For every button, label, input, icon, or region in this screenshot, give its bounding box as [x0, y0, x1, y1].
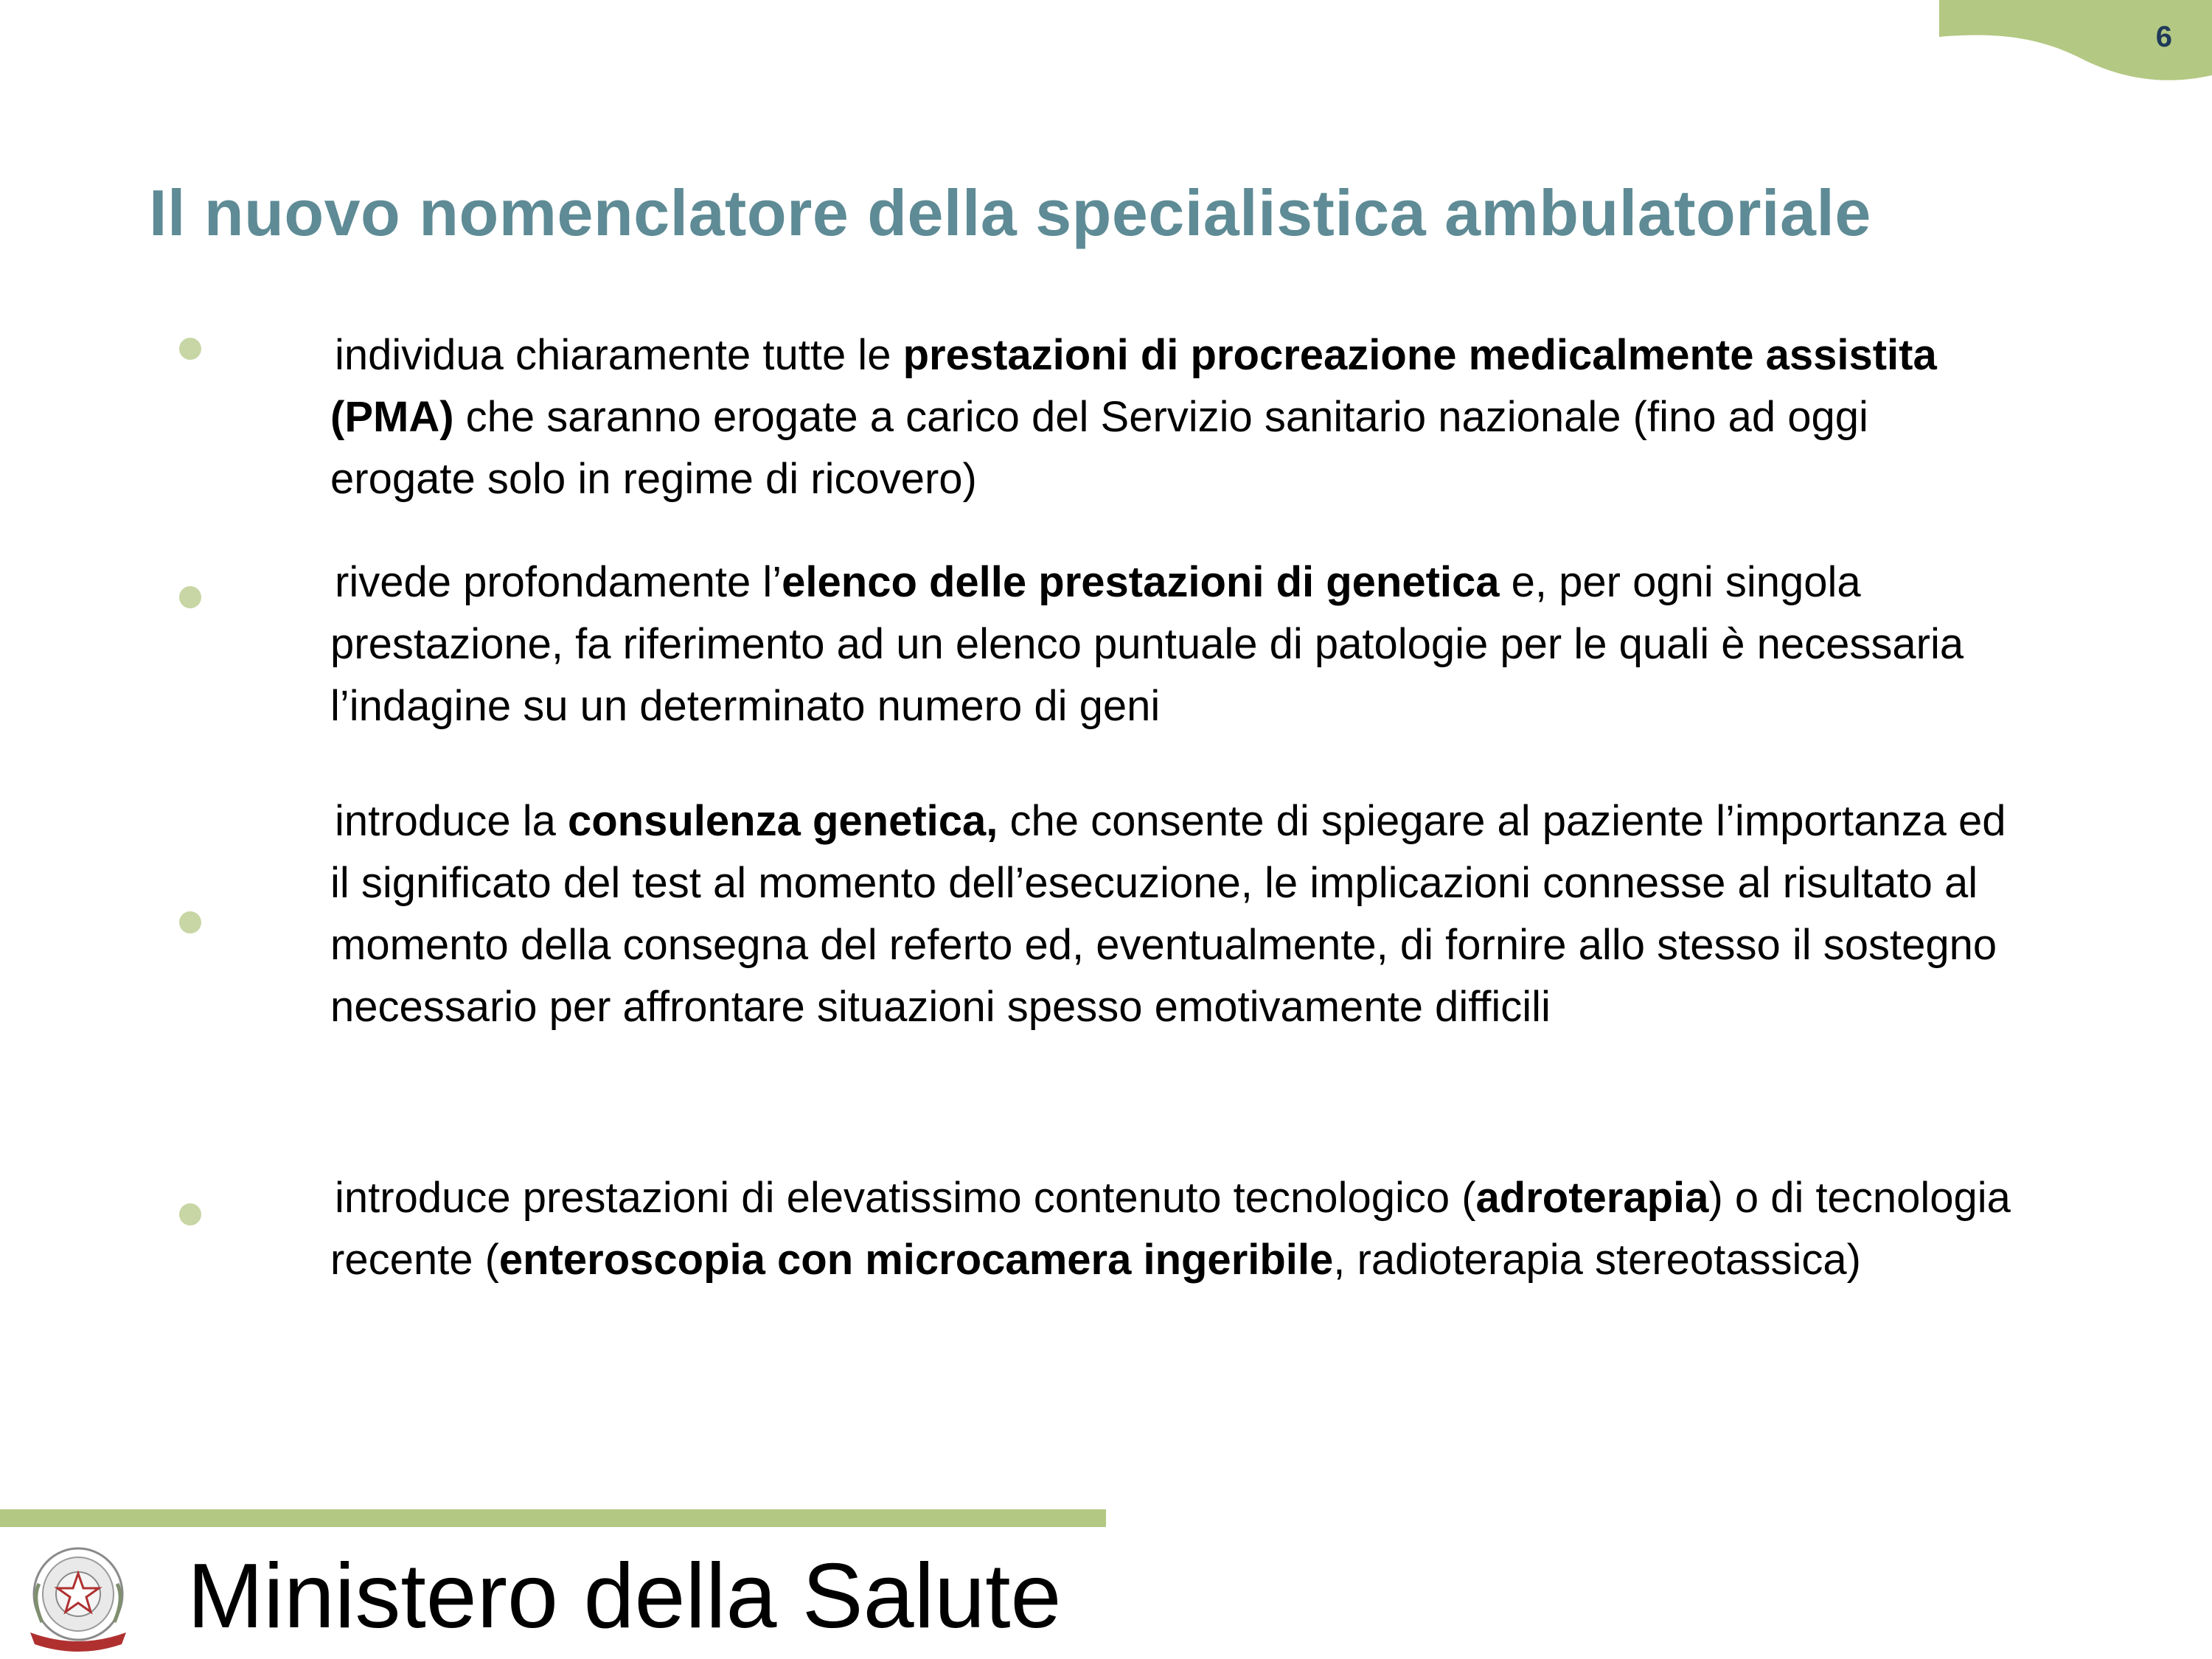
bullet-text-bold: adroterapia	[1475, 1174, 1709, 1222]
bullet-text-bold: enteroscopia con microcamera ingeribile	[498, 1236, 1334, 1284]
bullet-dot	[179, 911, 201, 933]
bullet-text-segment: introduce la	[335, 797, 568, 845]
bullet-text	[330, 790, 2019, 1038]
italian-republic-emblem-icon	[24, 1540, 132, 1653]
bullet-text	[330, 1167, 2019, 1291]
bullet-text-segment: rivede profondamente l’	[335, 558, 782, 606]
bullet-text	[330, 552, 2019, 737]
bullet-text-segment: che saranno erogate a carico del Servizio sanitario nazionale (fino ad oggi erogate solo in regime di ricovero)	[330, 393, 1868, 503]
footer-rule	[0, 1509, 1106, 1527]
bullet-text-bold: prestazioni di procreazione medicalmente assistita (PMA)	[330, 331, 1937, 441]
bullet-text-segment: che consente di spiegare al paziente l’importanza ed il significato del test al momento dell’esecuzione, le implicazioni connesse al risultato al momento della consegna del referto ed, eventualmente, di fornire allo stesso il sostegno necessario per affrontare situazioni spesso emotivamente difficili	[330, 797, 2006, 1031]
bullet-text-segment: introduce prestazioni di elevatissimo contenuto tecnologico (	[335, 1174, 1476, 1222]
bullet-text	[330, 324, 2019, 510]
page-number: 6	[2155, 21, 2172, 53]
bullet-dot	[179, 338, 201, 360]
bullet-text-segment: , radioterapia stereotassica)	[1333, 1236, 1861, 1284]
bullet-text-segment: individua chiaramente tutte le	[335, 331, 903, 379]
bullet-dot	[179, 1203, 201, 1225]
bullet-text-segment: e, per ogni singola prestazione, fa riferimento ad un elenco puntuale di patologie per le quali è necessaria l’indagine su un determinato numero di geni	[330, 558, 1964, 730]
bullet-text-segment: ) o di tecnologia recente (	[330, 1174, 2011, 1284]
bullet-text-bold: consulenza genetica,	[567, 797, 998, 845]
bullet-text-bold: elenco delle prestazioni di genetica	[782, 558, 1500, 606]
bullet-dot	[179, 586, 201, 608]
slide-title: Il nuovo nomenclatore della specialistica ambulatoriale	[149, 176, 1871, 249]
ministry-name: Ministero della Salute	[187, 1545, 1062, 1647]
